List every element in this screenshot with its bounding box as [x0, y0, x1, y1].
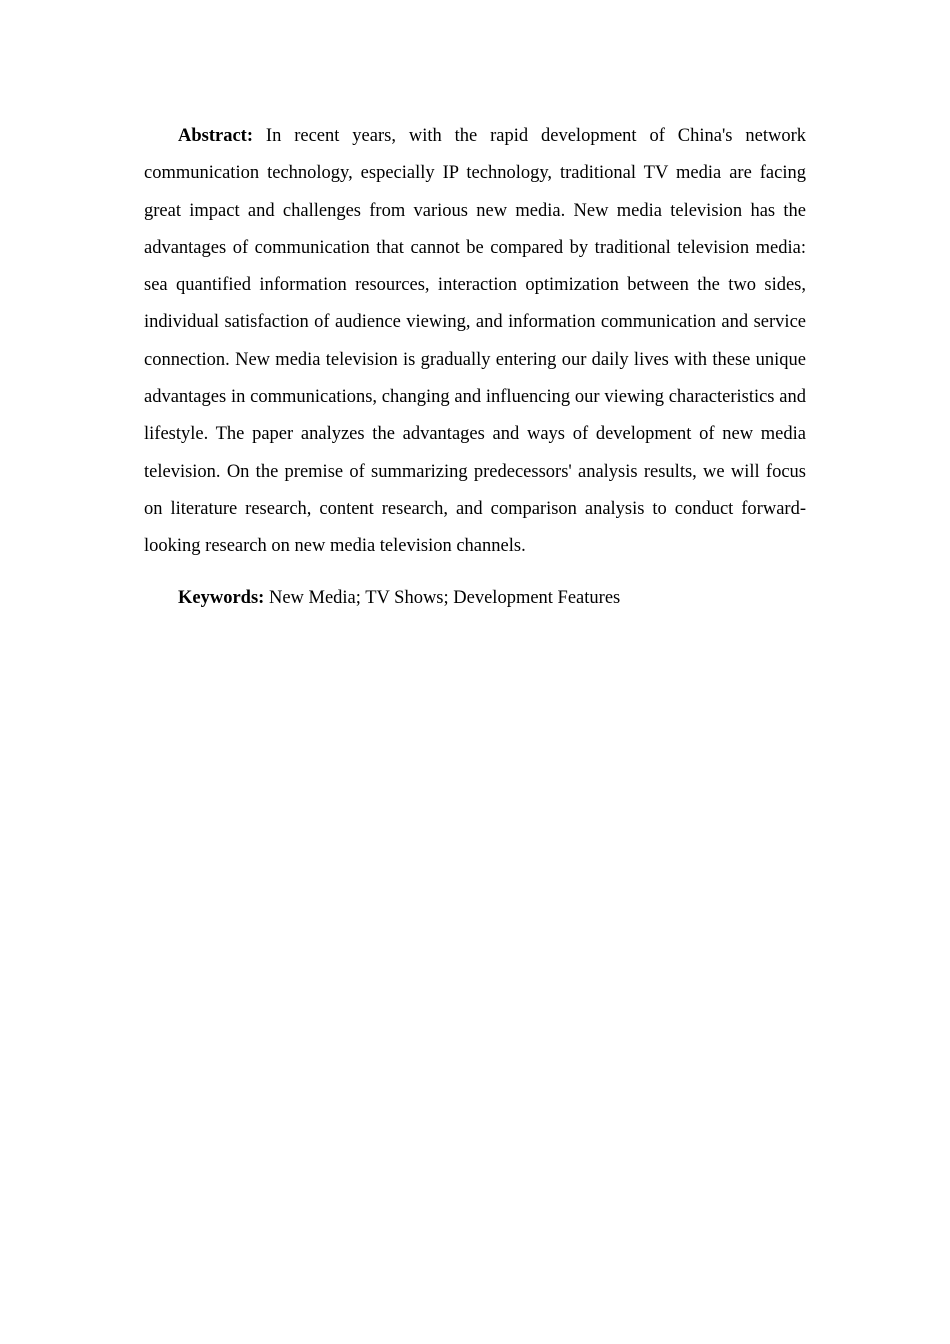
abstract-paragraph: [144, 118, 806, 566]
keywords-paragraph: [144, 580, 806, 617]
document-page: [144, 118, 806, 617]
abstract-text: In recent years, with the rapid development of China's network communication technology, especially IP technology, traditional TV media are facing great impact and challenges from various new media. New media television has the advantages of communication that cannot be compared by traditional television media: sea quantified information resources, interaction optimization between the two sides, individual satisfaction of audience viewing, and information communication and service connection. New media television is gradually entering our daily lives with these unique advantages in communications, changing and influencing our viewing characteristics and lifestyle. The paper analyzes the advantages and ways of development of new media television. On the premise of summarizing predecessors' analysis results, we will focus on literature research, content research, and comparison analysis to conduct forward-looking research on new media television channels.: [144, 126, 806, 557]
abstract-label: Abstract:: [178, 126, 254, 146]
keywords-label: Keywords:: [178, 587, 265, 608]
keywords-text: New Media; TV Shows; Development Features: [268, 587, 621, 608]
